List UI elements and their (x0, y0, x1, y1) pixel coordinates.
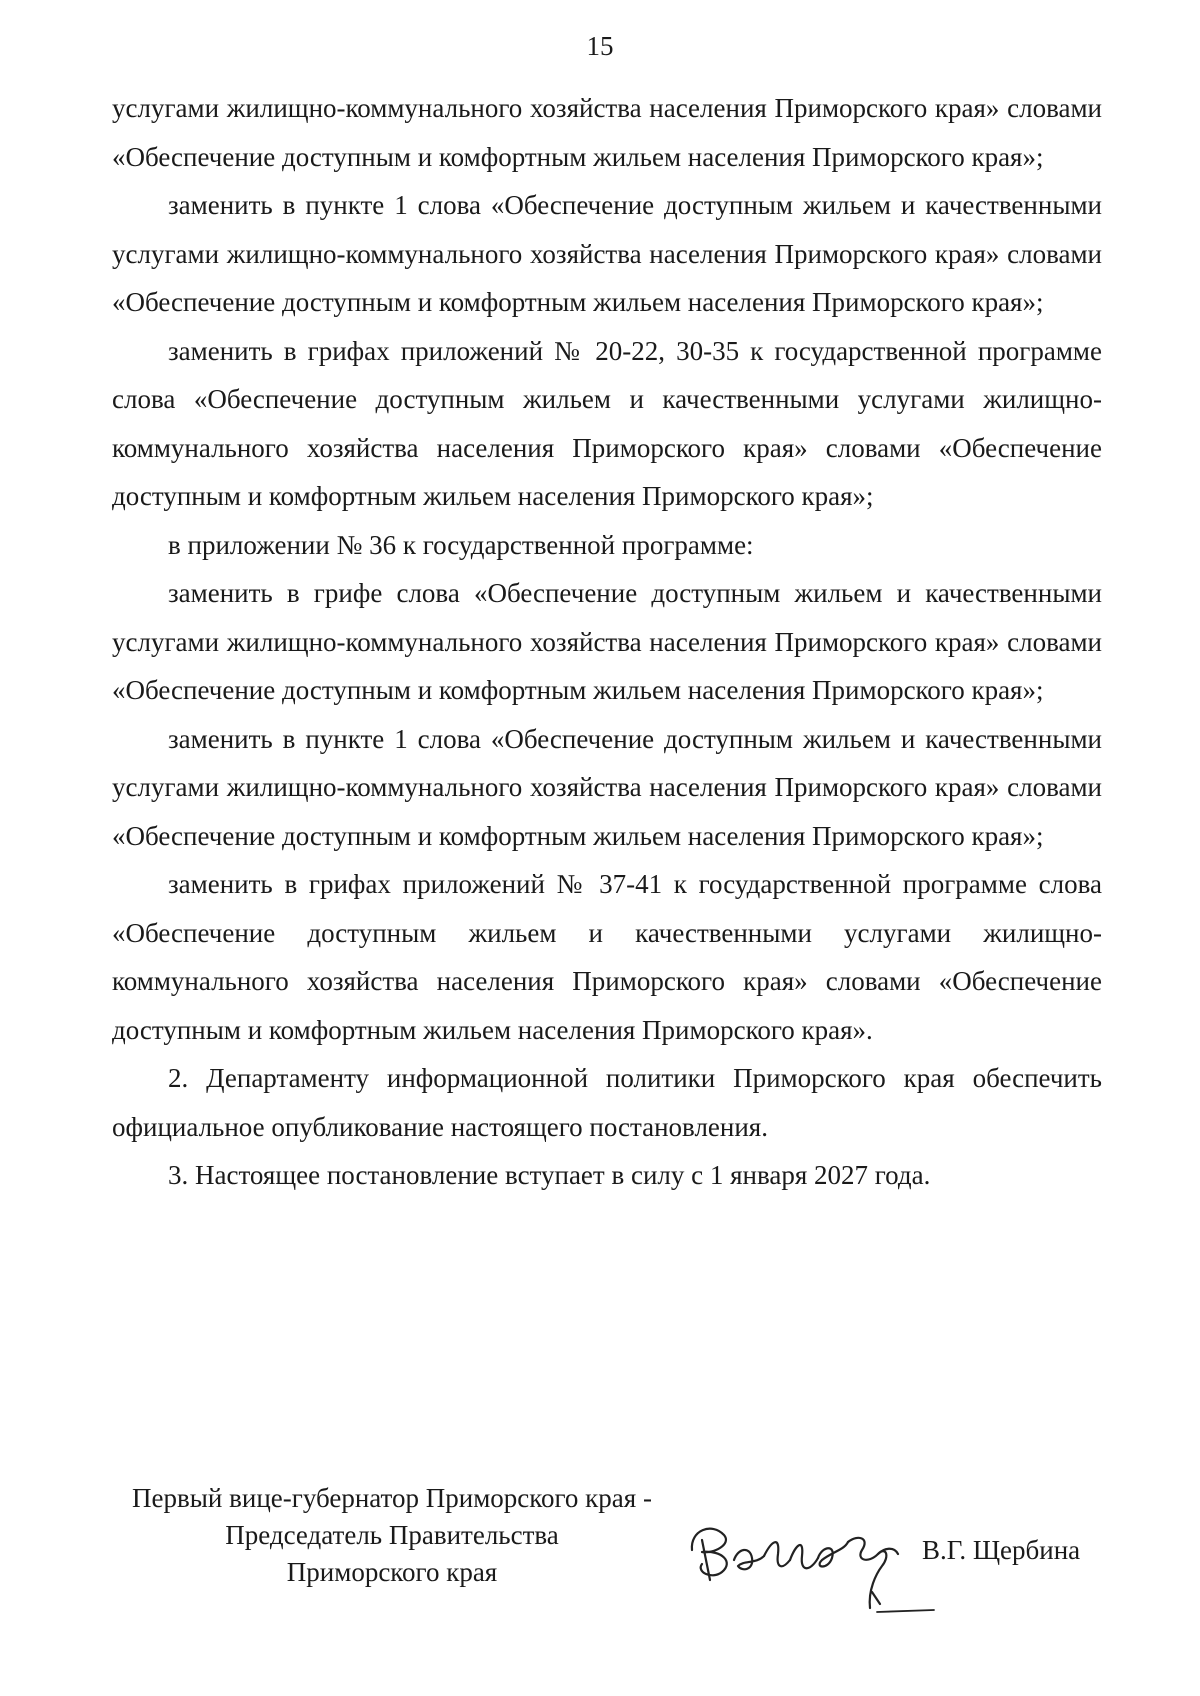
paragraph-2: заменить в пункте 1 слова «Обеспечение доступным жильем и качественными услугами жилищно-коммунального хозяйства населения Приморского края» словами «Обеспечение доступным и комфортным жильем населения Приморского края»; (112, 190, 1102, 317)
paragraph-8: 2. Департаменту информационной политики Приморского края обеспечить официальное опубликование настоящего постановления. (112, 1063, 1102, 1142)
page-number: 15 (586, 31, 614, 61)
paragraph-1: услугами жилищно-коммунального хозяйства населения Приморского края» словами «Обеспечение доступным и комфортным жильем населения Приморского края»; (112, 93, 1102, 172)
paragraph-7: заменить в грифах приложений № 37-41 к государственной программе слова «Обеспечение доступным жильем и качественными услугами жилищно-коммунального хозяйства населения Приморского края» словами «Обеспечение доступным и комфортным жильем населения Приморского края». (112, 869, 1102, 1045)
signer-title-line-3: Приморского края (286, 1557, 498, 1587)
paragraph-6: заменить в пункте 1 слова «Обеспечение доступным жильем и качественными услугами жилищно-коммунального хозяйства населения Приморского края» словами «Обеспечение доступным и комфортным жильем населения Приморского края»; (112, 723, 1102, 851)
paragraph-4: в приложении № 36 к государственной программе: (168, 529, 754, 560)
signer-title-line-1: Первый вице-губернатор Приморского края - (132, 1483, 652, 1513)
signer-name: В.Г. Щербина (922, 1535, 1081, 1565)
paragraph-9: 3. Настоящее постановление вступает в силу с 1 января 2027 года. (168, 1160, 931, 1190)
signer-title-line-2: Председатель Правительства (225, 1520, 559, 1550)
handwritten-signature (672, 1480, 942, 1630)
paragraph-5: заменить в грифе слова «Обеспечение доступным жильем и качественными услугами жилищно-коммунального хозяйства населения Приморского края» словами «Обеспечение доступным и комфортным жильем населения Приморского края»; (112, 578, 1102, 705)
signature-block (112, 1480, 1102, 1640)
paragraph-3: заменить в грифах приложений № 20-22, 30-35 к государственной программе слова «Обеспечение доступным жильем и качественными услугами жилищно-коммунального хозяйства населения Приморского края» словами «Обеспечение доступным и комфортным жильем населения Приморского края»; (112, 335, 1102, 511)
signer-title (112, 1480, 672, 1591)
document-body (112, 84, 1102, 1200)
